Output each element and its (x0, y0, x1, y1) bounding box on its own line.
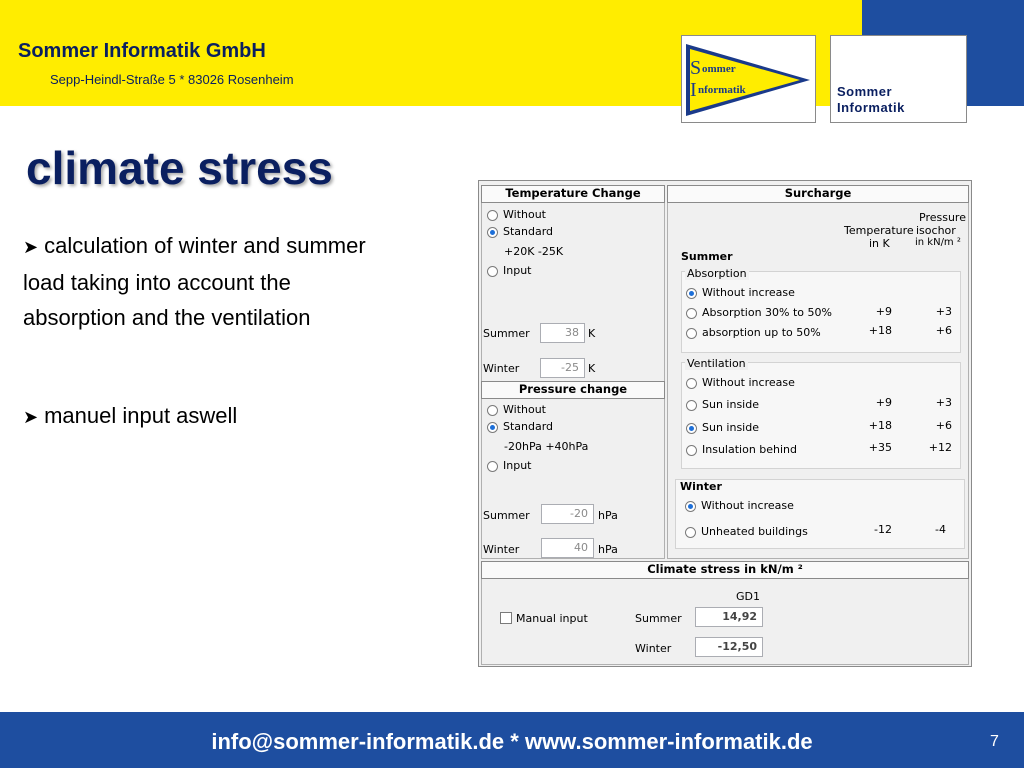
temp-winter-unit: K (588, 362, 596, 375)
ventilation-temp-value: +18 (868, 419, 892, 432)
absorption-row-label: Absorption 30% to 50% (702, 306, 832, 319)
press-input-radio[interactable] (487, 461, 498, 472)
text-logo (830, 35, 967, 123)
col-temp-line2: in K (869, 237, 890, 250)
press-winter-field[interactable]: 40 (541, 538, 594, 558)
ventilation-row-label: Without increase (702, 376, 795, 389)
press-standard-label: Standard (503, 420, 554, 433)
temp-summer-label: Summer (483, 327, 530, 340)
absorption-row-label: Without increase (702, 286, 795, 299)
winter-without-radio[interactable] (685, 501, 696, 512)
col-press-line1: Pressure (919, 211, 966, 224)
bullet-item (23, 228, 378, 335)
page-number: 7 (990, 733, 999, 750)
winter-row-label: Unheated buildings (701, 525, 808, 538)
climate-winter-label: Winter (635, 642, 672, 655)
bullet-text: manuel input aswell (44, 403, 238, 428)
ventilation-sun-inside-9-radio[interactable] (686, 400, 697, 411)
absorption-temp-value: +9 (875, 305, 892, 318)
temp-winter-field[interactable]: -25 (540, 358, 585, 378)
manual-input-checkbox[interactable] (500, 612, 512, 624)
slide-title: climate stress (26, 142, 333, 194)
press-summer-label: Summer (483, 509, 530, 522)
climate-stress-dialog (478, 180, 972, 667)
temperature-header: Temperature Change (481, 185, 665, 203)
bullet-item (23, 398, 378, 435)
col-press-line3: in kN/m ² (915, 237, 961, 248)
temp-input-radio[interactable] (487, 266, 498, 277)
absorption-temp-value: +18 (868, 324, 892, 337)
temp-input-label: Input (503, 264, 532, 277)
press-summer-field[interactable]: -20 (541, 504, 594, 524)
ventilation-row-label: Sun inside (702, 398, 759, 411)
climate-winter-field[interactable]: -12,50 (695, 637, 763, 657)
ventilation-label: Ventilation (687, 357, 746, 370)
press-standard-note: -20hPa +40hPa (504, 440, 589, 453)
surcharge-header: Surcharge (667, 185, 969, 203)
ventilation-press-value: +12 (928, 441, 952, 454)
pennant-logo (681, 35, 816, 123)
company-name: Sommer Informatik GmbH (18, 40, 266, 62)
winter-label: Winter (680, 480, 722, 493)
svg-text:I: I (690, 79, 697, 101)
gd1-column-label: GD1 (736, 590, 760, 603)
absorption-press-value: +3 (935, 305, 952, 318)
company-address: Sepp-Heindl-Straße 5 * 83026 Rosenheim (50, 72, 294, 87)
climate-stress-header: Climate stress in kN/m ² (481, 561, 969, 579)
bullet-text: calculation of winter and summer load taking into account the absorption and the ventilation (23, 233, 366, 330)
temp-winter-label: Winter (483, 362, 520, 375)
manual-input-label: Manual input (516, 612, 588, 625)
svg-text:ommer: ommer (702, 63, 736, 75)
ventilation-row-label: Sun inside (702, 421, 759, 434)
col-press-line2: isochor (916, 224, 956, 237)
temp-standard-label: Standard (503, 225, 554, 238)
svg-text:nformatik: nformatik (698, 84, 746, 96)
winter-row-label: Without increase (701, 499, 794, 512)
ventilation-temp-value: +35 (868, 441, 892, 454)
ventilation-temp-value: +9 (875, 396, 892, 409)
arrow-bullet-icon: ➤ (23, 237, 39, 257)
press-winter-unit: hPa (598, 543, 618, 556)
press-winter-label: Winter (483, 543, 520, 556)
footer-contact: info@sommer-informatik.de * www.sommer-informatik.de (211, 729, 813, 754)
pressure-header: Pressure change (481, 381, 665, 399)
logo-line-2: Informatik (837, 100, 905, 115)
ventilation-row-label: Insulation behind (702, 443, 798, 456)
summer-section-label: Summer (681, 250, 733, 263)
ventilation-press-value: +6 (935, 419, 952, 432)
absorption-30-50-radio[interactable] (686, 308, 697, 319)
temp-without-label: Without (503, 208, 546, 221)
temp-without-radio[interactable] (487, 210, 498, 221)
press-input-label: Input (503, 459, 532, 472)
temp-standard-radio[interactable] (487, 227, 498, 238)
logo-line-1: Sommer (837, 84, 893, 99)
ventilation-insulation-radio[interactable] (686, 445, 697, 456)
absorption-row-label: absorption up to 50% (702, 326, 821, 339)
svg-text:S: S (690, 57, 702, 79)
press-summer-unit: hPa (598, 509, 618, 522)
absorption-press-value: +6 (935, 324, 952, 337)
ventilation-press-value: +3 (935, 396, 952, 409)
ventilation-without-radio[interactable] (686, 378, 697, 389)
press-without-radio[interactable] (487, 405, 498, 416)
ventilation-sun-inside-18-radio[interactable] (686, 423, 697, 434)
absorption-without-radio[interactable] (686, 288, 697, 299)
winter-temp-value: -12 (874, 523, 892, 536)
absorption-label: Absorption (687, 267, 747, 280)
absorption-up-to-50-radio[interactable] (686, 328, 697, 339)
climate-summer-label: Summer (635, 612, 682, 625)
winter-press-value: -4 (935, 523, 946, 536)
temp-summer-field[interactable]: 38 (540, 323, 585, 343)
temp-summer-unit: K (588, 327, 596, 340)
temp-standard-note: +20K -25K (504, 245, 564, 258)
arrow-bullet-icon: ➤ (23, 407, 39, 427)
press-without-label: Without (503, 403, 546, 416)
climate-summer-field[interactable]: 14,92 (695, 607, 763, 627)
winter-unheated-radio[interactable] (685, 527, 696, 538)
col-temp-line1: Temperature (844, 224, 914, 237)
press-standard-radio[interactable] (487, 422, 498, 433)
